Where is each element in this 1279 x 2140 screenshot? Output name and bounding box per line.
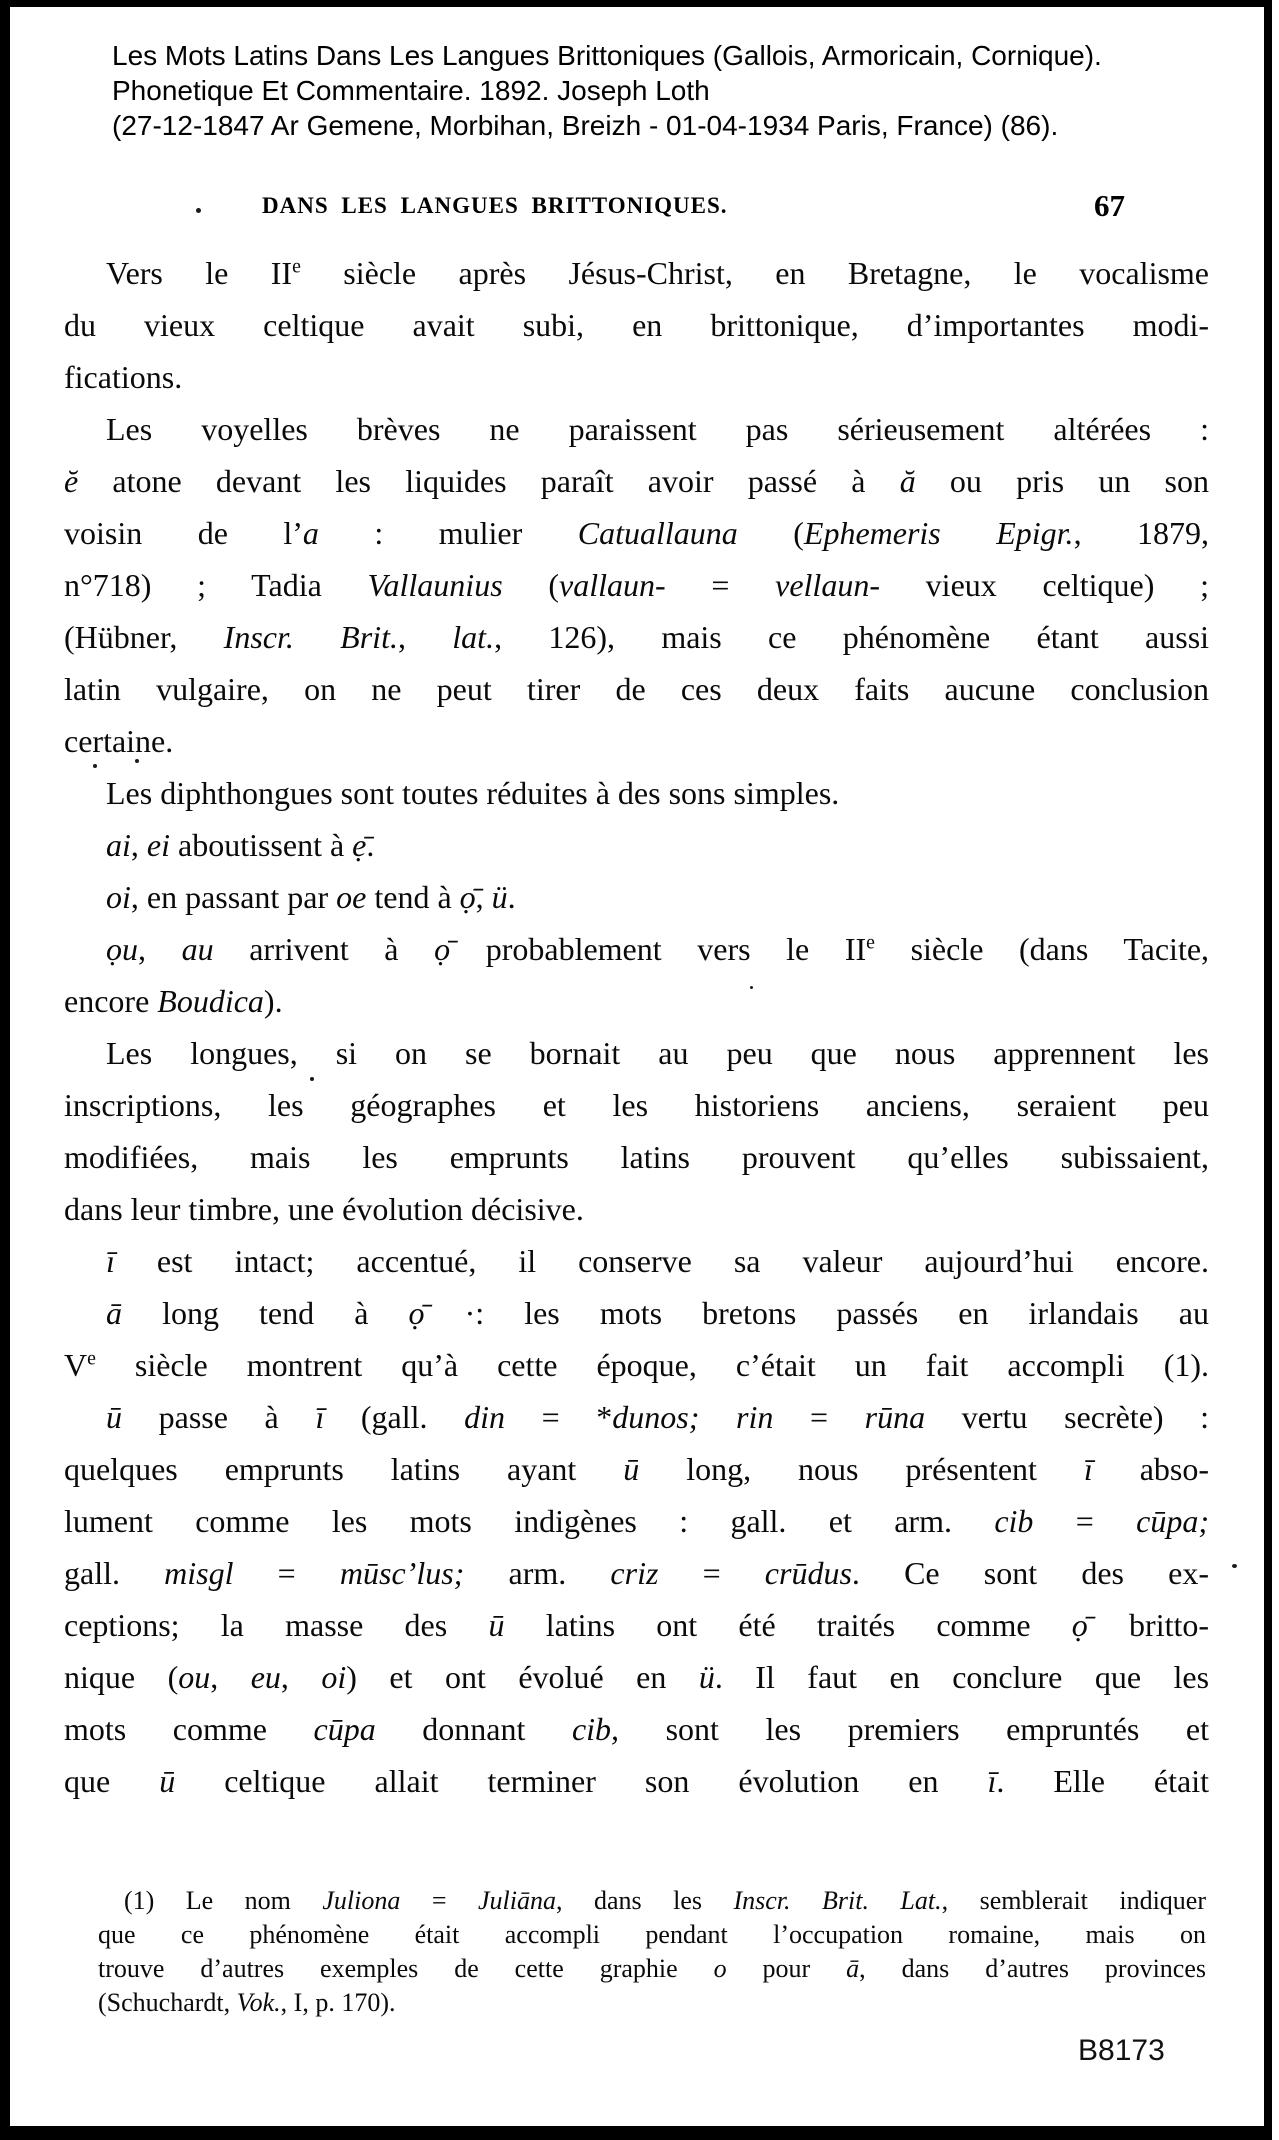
text-segment: cib, — [571, 1711, 620, 1747]
catalog-stamp: B8173 — [1078, 2034, 1165, 2067]
text-segment: oe — [336, 879, 367, 915]
scan-speck — [750, 986, 753, 989]
text-segment: ei — [146, 827, 170, 863]
text-segment: arrivent à — [213, 931, 435, 967]
text-line — [64, 975, 1209, 1027]
text-line — [64, 1547, 1209, 1599]
text-segment: que ce phénomène était accompli pendant l’occupation romaine, mais on — [98, 1920, 1206, 1949]
text-line — [64, 1287, 1209, 1339]
text-segment: . Il faut en conclure que les — [714, 1659, 1210, 1695]
text-segment: gall. — [64, 1555, 165, 1591]
text-segment: dunos; — [612, 1399, 700, 1435]
text-segment: ü — [698, 1659, 715, 1695]
text-segment: . — [507, 879, 516, 915]
text-segment: oi — [321, 1659, 347, 1695]
text-segment: ọ̄ — [408, 1295, 425, 1331]
text-segment — [699, 1399, 736, 1435]
text-segment: arm. — [464, 1555, 611, 1591]
text-segment: Juliona — [322, 1886, 401, 1915]
text-line — [98, 1952, 1206, 1986]
text-segment: , semblerait indiquer — [941, 1886, 1207, 1915]
text-segment: , — [130, 827, 147, 863]
text-segment: trouve d’autres exemples de cette graphie — [98, 1954, 714, 1983]
text-line — [64, 507, 1209, 559]
text-segment: , dans d’autres provinces — [859, 1954, 1206, 1983]
text-segment: Vok. — [236, 1988, 281, 2017]
text-line — [64, 1079, 1209, 1131]
text-segment: ọ̄ — [459, 879, 476, 915]
text-segment: ī — [987, 1763, 997, 1799]
text-line — [64, 663, 1209, 715]
body-text-block — [64, 247, 1209, 1807]
text-segment: misgl — [164, 1555, 234, 1591]
text-segment: , 126), mais ce phénomène étant aussi — [494, 619, 1210, 655]
text-line — [64, 1027, 1209, 1079]
text-segment: sont les premiers empruntés et — [619, 1711, 1210, 1747]
text-segment: din — [464, 1399, 506, 1435]
text-segment: modifiées, mais les emprunts latins prouvent qu’elles subissaient, — [64, 1139, 1209, 1175]
text-segment: siècle après Jésus-Christ, en Bretagne, le vocalisme — [300, 255, 1210, 291]
text-segment: = — [1033, 1503, 1137, 1539]
text-segment: (1) Le nom — [124, 1886, 323, 1915]
text-line — [64, 1391, 1209, 1443]
text-segment: pour — [726, 1954, 847, 1983]
text-segment: nique ( — [64, 1659, 179, 1695]
text-line — [98, 1986, 1206, 2020]
text-segment: = — [773, 1399, 865, 1435]
text-line — [64, 819, 1209, 871]
text-segment: tend à — [366, 879, 460, 915]
text-line — [64, 1183, 1209, 1235]
text-segment: . Elle était — [996, 1763, 1210, 1799]
text-line — [64, 1755, 1209, 1807]
text-segment: , — [397, 619, 453, 655]
scan-speck — [310, 1077, 314, 1081]
text-segment: = — [233, 1555, 340, 1591]
text-segment: long tend à — [122, 1295, 409, 1331]
text-line — [64, 559, 1209, 611]
text-segment: . Ce sont des ex- — [851, 1555, 1209, 1591]
page-number: 67 — [1094, 188, 1125, 223]
text-segment: Les diphthongues sont toutes réduites à des sons simples. — [106, 775, 840, 811]
scan-speck — [135, 759, 139, 763]
text-segment: ) et ont évolué en — [346, 1659, 699, 1695]
text-segment: ẹ̄ — [352, 827, 367, 863]
text-segment: celtique allait terminer son évolution en — [175, 1763, 988, 1799]
text-segment: , — [475, 879, 492, 915]
text-segment: , — [210, 1659, 251, 1695]
text-segment: ( — [737, 515, 804, 551]
text-segment: Vallaunius — [367, 567, 503, 603]
text-segment: ū — [159, 1763, 176, 1799]
text-segment: Juliāna — [478, 1886, 557, 1915]
text-segment: = * — [505, 1399, 613, 1435]
footnote-block — [98, 1884, 1206, 2020]
text-line — [64, 1495, 1209, 1547]
text-segment: vallaun- — [559, 567, 666, 603]
text-segment: eu — [250, 1659, 281, 1695]
text-segment: e — [866, 931, 875, 954]
citation-line: Phonetique Et Commentaire. 1892. Joseph Loth — [112, 75, 710, 106]
text-segment: ( — [502, 567, 560, 603]
text-segment: cūpa — [313, 1711, 376, 1747]
text-segment: est intact; accentué, il conserve sa valeur aujourd’hui encore. — [114, 1243, 1209, 1279]
text-segment: passe à — [122, 1399, 316, 1435]
text-segment: quelques emprunts latins ayant — [64, 1451, 624, 1487]
text-segment: Vers le II — [106, 255, 293, 291]
text-segment: du vieux celtique avait subi, en brittonique, d’importantes modi- — [64, 307, 1209, 343]
text-line — [64, 1339, 1209, 1391]
text-segment: . — [366, 827, 375, 863]
text-segment: ū — [106, 1399, 122, 1435]
text-segment: latin vulgaire, on ne peut tirer de ces deux faits aucune conclusion — [64, 671, 1209, 707]
scan-speck — [1232, 1564, 1237, 1568]
text-segment: ā — [846, 1954, 860, 1983]
text-segment: lument comme les mots indigènes : gall. et arm. — [64, 1503, 995, 1539]
text-segment: , — [138, 931, 182, 967]
text-line — [98, 1918, 1206, 1952]
text-segment: Ephemeris Epigr. — [803, 515, 1074, 551]
text-segment: mots comme — [64, 1711, 314, 1747]
text-line — [64, 611, 1209, 663]
text-segment: rin — [736, 1399, 774, 1435]
text-segment: donnant — [375, 1711, 572, 1747]
text-segment: Inscr. Brit. Lat. — [733, 1886, 942, 1915]
text-segment: ü — [491, 879, 508, 915]
text-segment: vertu secrète) : — [925, 1399, 1210, 1435]
text-segment: (Hübner, — [64, 619, 224, 655]
text-segment: cūpa; — [1136, 1503, 1210, 1539]
text-segment: , — [280, 1659, 322, 1695]
text-segment: , 1879, — [1073, 515, 1210, 551]
text-segment: = — [665, 567, 776, 603]
text-line — [64, 1703, 1209, 1755]
text-segment: mūsc’lus; — [339, 1555, 465, 1591]
text-segment: cib — [994, 1503, 1034, 1539]
text-segment: ā — [106, 1295, 122, 1331]
text-line — [64, 403, 1209, 455]
text-segment: probablement vers le II — [450, 931, 867, 967]
citation-header — [112, 38, 1102, 143]
text-segment: , I, p. 170). — [280, 1988, 396, 2017]
text-line — [98, 1884, 1206, 1918]
text-segment: dans leur timbre, une évolution décisive. — [64, 1191, 584, 1227]
text-segment: = — [400, 1886, 479, 1915]
text-segment: ai — [106, 827, 131, 863]
text-segment: vieux celtique) ; — [879, 567, 1210, 603]
text-line — [64, 923, 1209, 975]
text-segment: Inscr. Brit. — [223, 619, 398, 655]
text-segment: Catuallauna — [577, 515, 738, 551]
text-line — [64, 1235, 1209, 1287]
text-segment: voisin de l’ — [64, 515, 303, 551]
scan-speck — [196, 208, 201, 213]
text-segment: ọu — [106, 931, 138, 967]
text-segment: rūna — [864, 1399, 926, 1435]
text-segment: Les longues, si on se bornait au peu que nous apprennent les — [106, 1035, 1209, 1071]
text-segment: certaine. — [64, 723, 174, 759]
text-segment: : mulier — [318, 515, 578, 551]
text-line — [64, 1443, 1209, 1495]
text-segment: Les voyelles brèves ne paraissent pas sérieusement altérées : — [106, 411, 1209, 447]
text-line — [64, 1651, 1209, 1703]
text-line — [64, 247, 1209, 299]
text-segment: aboutissent à — [169, 827, 353, 863]
text-segment: latins ont été traités comme — [504, 1607, 1072, 1643]
text-segment: (Schuchardt, — [98, 1988, 237, 2017]
text-segment: , en passant par — [130, 879, 337, 915]
text-segment: britto- — [1087, 1607, 1210, 1643]
text-line — [64, 455, 1209, 507]
text-line — [64, 1131, 1209, 1183]
text-segment: ă — [899, 463, 916, 499]
text-segment: ou pris un son — [915, 463, 1210, 499]
text-segment: ou — [178, 1659, 211, 1695]
text-segment: , dans les — [556, 1886, 734, 1915]
text-segment: ·: les mots bretons passés en irlandais au — [424, 1295, 1210, 1331]
text-segment: atone devant les liquides paraît avoir passé à — [78, 463, 900, 499]
text-segment: Boudica — [157, 983, 264, 1019]
text-segment: siècle (dans Tacite, — [874, 931, 1210, 967]
text-line — [64, 767, 1209, 819]
text-segment: lat. — [452, 619, 495, 655]
citation-line: (27-12-1847 Ar Gemene, Morbihan, Breizh - 01-04-1934 Paris, France) (86). — [112, 110, 1059, 141]
text-segment: a — [302, 515, 319, 551]
text-segment: ī — [1083, 1451, 1093, 1487]
text-line — [64, 715, 1209, 767]
text-segment: = — [658, 1555, 765, 1591]
text-segment: encore — [64, 983, 158, 1019]
text-segment: inscriptions, les géographes et les historiens anciens, seraient peu — [64, 1087, 1209, 1123]
text-segment: vellaun- — [775, 567, 880, 603]
text-segment: criz — [610, 1555, 659, 1591]
text-line — [64, 1599, 1209, 1651]
text-line — [64, 299, 1209, 351]
text-segment: V — [64, 1347, 88, 1383]
text-line — [64, 351, 1209, 403]
text-segment: ī — [315, 1399, 325, 1435]
text-segment: ū — [488, 1607, 505, 1643]
text-segment: n°718) ; Tadia — [64, 567, 368, 603]
text-segment: au — [181, 931, 214, 967]
text-segment: o — [713, 1954, 727, 1983]
text-segment: siècle montrent qu’à cette époque, c’était un fait accompli (1). — [95, 1347, 1209, 1383]
text-line — [64, 871, 1209, 923]
text-segment: que — [64, 1763, 160, 1799]
text-segment: crūdus — [764, 1555, 852, 1591]
text-segment: abso- — [1092, 1451, 1210, 1487]
text-segment: ĕ — [64, 463, 79, 499]
text-segment: e — [292, 255, 301, 278]
text-segment: ọ̄ — [434, 931, 451, 967]
text-segment: ū — [623, 1451, 640, 1487]
text-segment: (gall. — [324, 1399, 465, 1435]
text-segment: ī — [106, 1243, 115, 1279]
text-segment: long, nous présentent — [639, 1451, 1084, 1487]
text-segment: ọ̄ — [1071, 1607, 1088, 1643]
text-segment: fications. — [64, 359, 183, 395]
text-segment: e — [87, 1347, 96, 1370]
text-segment: ceptions; la masse des — [64, 1607, 489, 1643]
text-segment: ). — [263, 983, 283, 1019]
running-head: DANS LES LANGUES BRITTONIQUES. — [262, 193, 728, 218]
scan-speck — [93, 764, 97, 768]
text-segment: oi — [106, 879, 131, 915]
citation-line: Les Mots Latins Dans Les Langues Brittoniques (Gallois, Armoricain, Cornique). — [112, 40, 1102, 71]
